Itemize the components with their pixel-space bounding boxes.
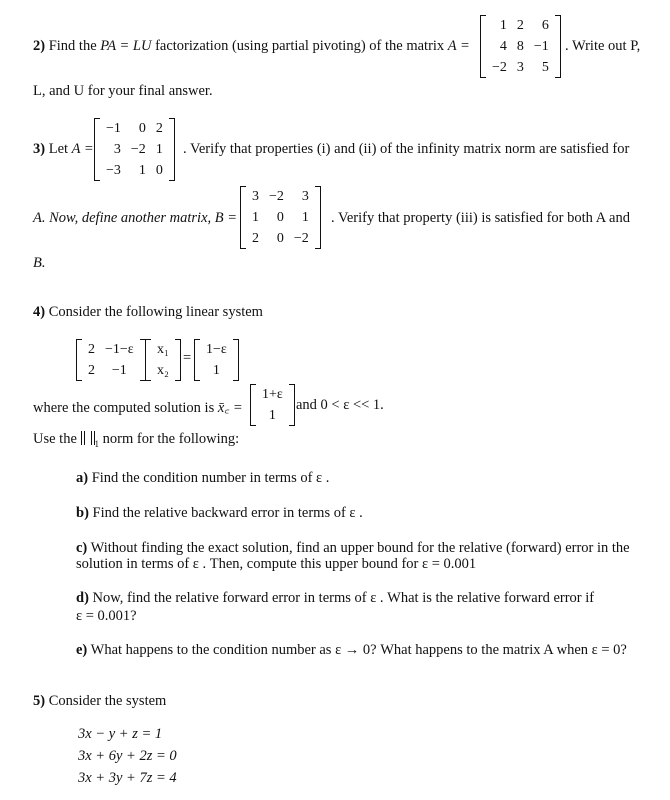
matrix-entry: −2: [130, 142, 146, 157]
matrix-entry: −1: [106, 121, 121, 136]
matrix-entry: 2: [516, 18, 524, 33]
epsilon-condition: and 0 < ε << 1.: [296, 397, 384, 413]
matrix-entry: −3: [106, 163, 121, 178]
part-a: a) Find the condition number in terms of ε .: [76, 470, 330, 486]
matrix-entry: 0: [276, 210, 284, 225]
matrix-entry: −2: [269, 189, 284, 204]
matrix-entry: x₂: [157, 363, 169, 378]
matrix-a-p2: [480, 15, 561, 78]
matrix-entry: 1: [301, 210, 309, 225]
matrix-entry: 2: [88, 363, 95, 378]
matrix-entry: 0: [276, 231, 284, 246]
matrix-entry: 1: [268, 408, 276, 423]
matrix-entry: 0: [138, 121, 146, 136]
problem-2-tail: . Write out P,: [565, 38, 641, 54]
matrix-entry: 3: [301, 189, 309, 204]
matrix-entry: 3: [516, 60, 524, 75]
problem-4-intro: 4) Consider the following linear system: [33, 304, 263, 320]
matrix-entry: 8: [516, 39, 524, 54]
problem-3-line3: B.: [33, 255, 46, 271]
matrix-entry: 0: [155, 163, 163, 178]
variable-vector: [145, 339, 181, 381]
equation-2: 3x + 6y + 2z = 0: [78, 748, 177, 764]
rhs-vector: [194, 339, 239, 381]
matrix-entry: 1−ε: [206, 342, 227, 357]
problem-3-text-b: . Verify that property (iii) is satisfied for both A and: [331, 210, 630, 226]
problem-2-line1: 2) Find the PA = LU factorization (using partial pivoting) of the matrix A =: [33, 38, 470, 54]
part-e: e) What happens to the condition number as ε → 0? What happens to the matrix A when ε = 0?: [76, 642, 627, 658]
problem-2-line2: L, and U for your final answer.: [33, 83, 213, 99]
norm-instruction: Use the $_1$ norm for the following:: [33, 431, 240, 449]
matrix-b-p3: [240, 186, 321, 249]
part-d-line2: ε = 0.001?: [76, 608, 137, 624]
problem-3-line1: 3) Let A =: [33, 141, 94, 157]
matrix-entry: 4: [499, 39, 507, 54]
problem-5-intro: 5) Consider the system: [33, 693, 167, 709]
equation-3: 3x + 3y + 7z = 4: [78, 770, 177, 786]
problem-3-line2: A. Now, define another matrix, B =: [33, 210, 238, 226]
equals-sign: =: [183, 350, 192, 366]
matrix-entry: −1: [533, 39, 549, 54]
problem-number: 2): [33, 38, 46, 54]
computed-solution-vector: [250, 384, 295, 426]
matrix-a-p3: [94, 118, 175, 181]
part-c: c) Without finding the exact solution, find an upper bound for the relative (forward) error in the: [76, 540, 630, 556]
part-b: b) Find the relative backward error in terms of ε .: [76, 505, 363, 521]
one-norm-symbol: [81, 431, 95, 445]
problem-3-text: . Verify that properties (i) and (ii) of the infinity matrix norm are satisfied for: [183, 141, 630, 157]
equation-1: 3x − y + z = 1: [78, 726, 163, 742]
matrix-entry: −2: [293, 231, 309, 246]
matrix-entry: x₁: [157, 342, 169, 357]
matrix-entry: 2: [155, 121, 163, 136]
coefficient-matrix: [76, 339, 146, 381]
computed-solution-line: where the computed solution is x̄꜀ =: [33, 400, 243, 416]
matrix-entry: 1: [212, 363, 220, 378]
matrix-entry: −1: [111, 363, 127, 378]
matrix-entry: 5: [541, 60, 549, 75]
matrix-entry: 1+ε: [262, 387, 283, 402]
part-d: d) Now, find the relative forward error in terms of ε . What is the relative forward error if: [76, 590, 595, 606]
matrix-entry: 6: [541, 18, 549, 33]
matrix-entry: 3: [113, 142, 121, 157]
matrix-entry: 1: [499, 18, 507, 33]
matrix-entry: 1: [252, 210, 259, 225]
matrix-entry: 1: [155, 142, 163, 157]
matrix-entry: 2: [252, 231, 259, 246]
matrix-entry: 1: [138, 163, 146, 178]
matrix-entry: −1−ε: [105, 342, 134, 357]
equation: PA = LU: [100, 38, 152, 54]
matrix-entry: 2: [88, 342, 95, 357]
matrix-entry: 3: [252, 189, 259, 204]
matrix-entry: −2: [492, 60, 507, 75]
part-c-line2: solution in terms of ε . Then, compute this upper bound for ε = 0.001: [76, 556, 477, 572]
